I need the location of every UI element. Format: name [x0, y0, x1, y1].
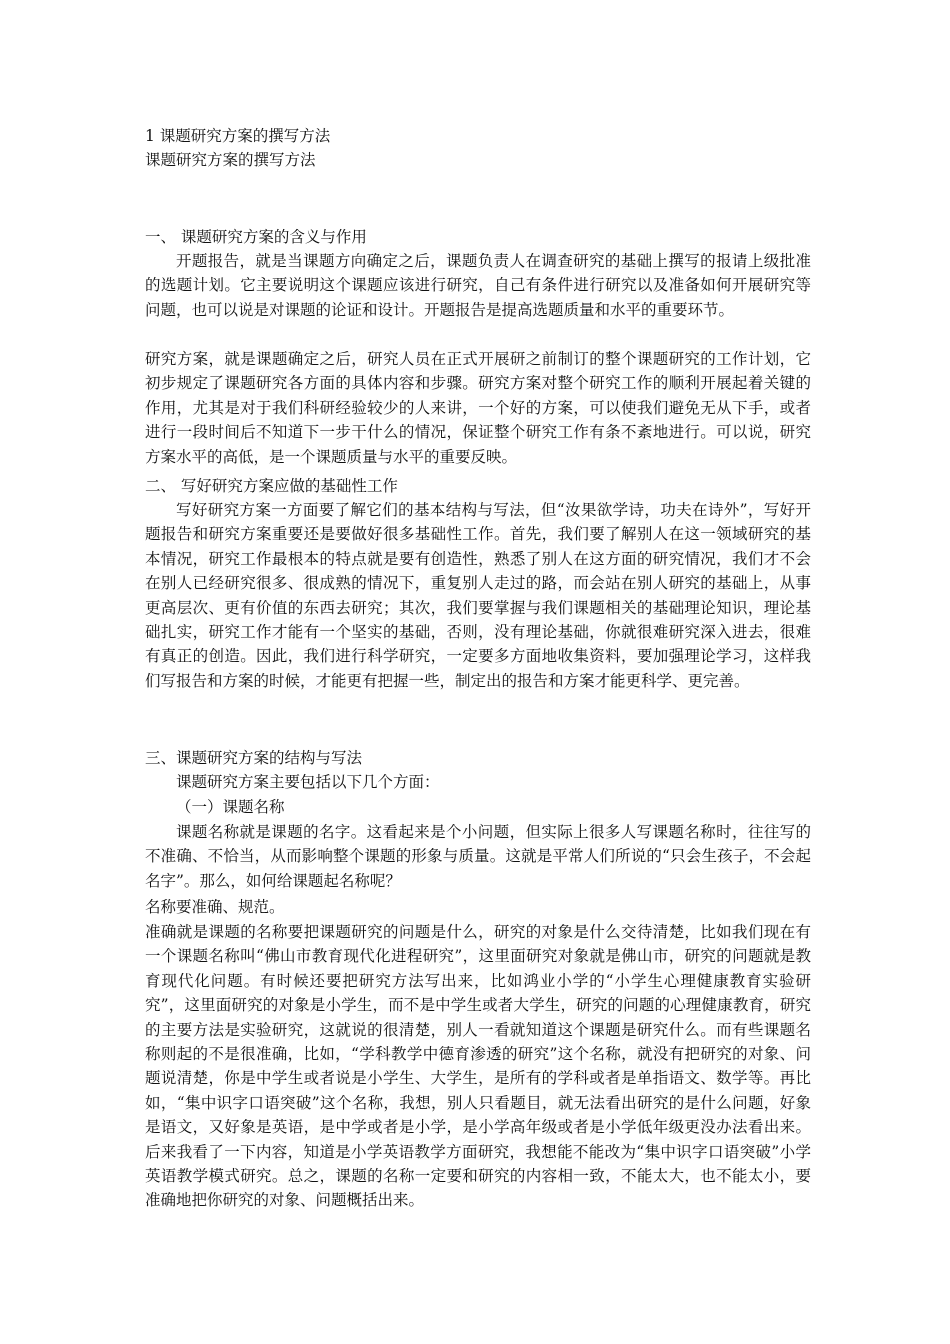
- subsection-heading-1: （一）课题名称: [176, 798, 285, 816]
- document-subtitle: 课题研究方案的撰写方法: [145, 151, 316, 169]
- section-3-paragraph-3: 准确就是课题的名称要把课题研究的问题是什么，研究的对象是什么交待清楚，比如我们现在有一个课题名称叫“佛山市教育现代化进程研究”，这里面研究对象就是佛山市，研究的问题就是教育现代化问题。有时候还要把研究方法写出来，比如鸿业小学的“小学生心理健康教育实验研究”，这里面研究的对象是小学生，而不是中学生或者大学生，研究的问题的心理健康教育，研究的主要方法是实验研究，这就说的很清楚，别人一看就知道这个课题是研究什么。而有些课题名称则起的不是很准确，比如，“学科教学中德育渗透的研究”这个名称，就没有把研究的对象、问题说清楚，你是中学生或者说是小学生、大学生，是所有的学科或者是单指语文、数学等。再比如，“集中识字口语突破”这个名称，我想，别人只看题目，就无法看出研究的是什么问题，好象是语文，又好象是英语，是中学或者是小学，是小学高年级或者是小学低年级更没办法看出来。后来我看了一下内容，知道是小学英语教学方面研究，我想能不能改为“集中识字口语突破”小学英语教学模式研究。总之，课题的名称一定要和研究的内容相一致，不能太大，也不能太小，要准确地把你研究的对象、问题概括出来。: [145, 923, 811, 1210]
- section-3-paragraph-1: 课题名称就是课题的名字。这看起来是个小问题，但实际上很多人写课题名称时，往往写的不准确、不恰当，从而影响整个课题的形象与质量。这就是平常人们所说的“只会生孩子，不会起名字”。那么，如何给课题起名称呢？: [145, 823, 811, 890]
- section-1-paragraph-1: 开题报告，就是当课题方向确定之后，课题负责人在调查研究的基础上撰写的报请上级批准的选题计划。它主要说明这个课题应该进行研究，自己有条件进行研究以及准备如何开展研究等问题，也可以说是对课题的论证和设计。开题报告是提高选题质量和水平的重要环节。: [145, 252, 811, 319]
- section-heading-3: 三、课题研究方案的结构与写法: [145, 749, 363, 767]
- section-2-paragraph-1: 写好研究方案一方面要了解它们的基本结构与写法，但“汝果欲学诗，功夫在诗外”，写好开题报告和研究方案重要还是要做好很多基础性工作。首先，我们要了解别人在这一领域研究的基本情况，研究工作最根本的特点就是要有创造性，熟悉了别人在这方面的研究情况，我们才不会在别人已经研究很多、很成熟的情况下，重复别人走过的路，而会站在别人研究的基础上，从事更高层次、更有价值的东西去研究；其次，我们要掌握与我们课题相关的基础理论知识，理论基础扎实，研究工作才能有一个坚实的基础，否则，没有理论基础，你就很难研究深入进去，很难有真正的创造。因此，我们进行科学研究，一定要多方面地收集资料，要加强理论学习，这样我们写报告和方案的时候，才能更有把握一些，制定出的报告和方案才能更科学、更完善。: [145, 501, 811, 690]
- section-heading-2: 二、 写好研究方案应做的基础性工作: [145, 477, 398, 495]
- section-3-intro: 课题研究方案主要包括以下几个方面：: [176, 773, 440, 791]
- section-3-paragraph-2: 名称要准确、规范。: [145, 898, 285, 916]
- document-title: 1 课题研究方案的撰写方法: [145, 127, 331, 145]
- section-heading-1: 一、 课题研究方案的含义与作用: [145, 228, 367, 246]
- section-1-paragraph-2: 研究方案，就是课题确定之后，研究人员在正式开展研之前制订的整个课题研究的工作计划，它初步规定了课题研究各方面的具体内容和步骤。研究方案对整个研究工作的顺利开展起着关键的作用，尤其是对于我们科研经验较少的人来讲，一个好的方案，可以使我们避免无从下手，或者进行一段时间后不知道下一步干什么的情况，保证整个研究工作有条不紊地进行。可以说，研究方案水平的高低，是一个课题质量与水平的重要反映。: [145, 350, 811, 466]
